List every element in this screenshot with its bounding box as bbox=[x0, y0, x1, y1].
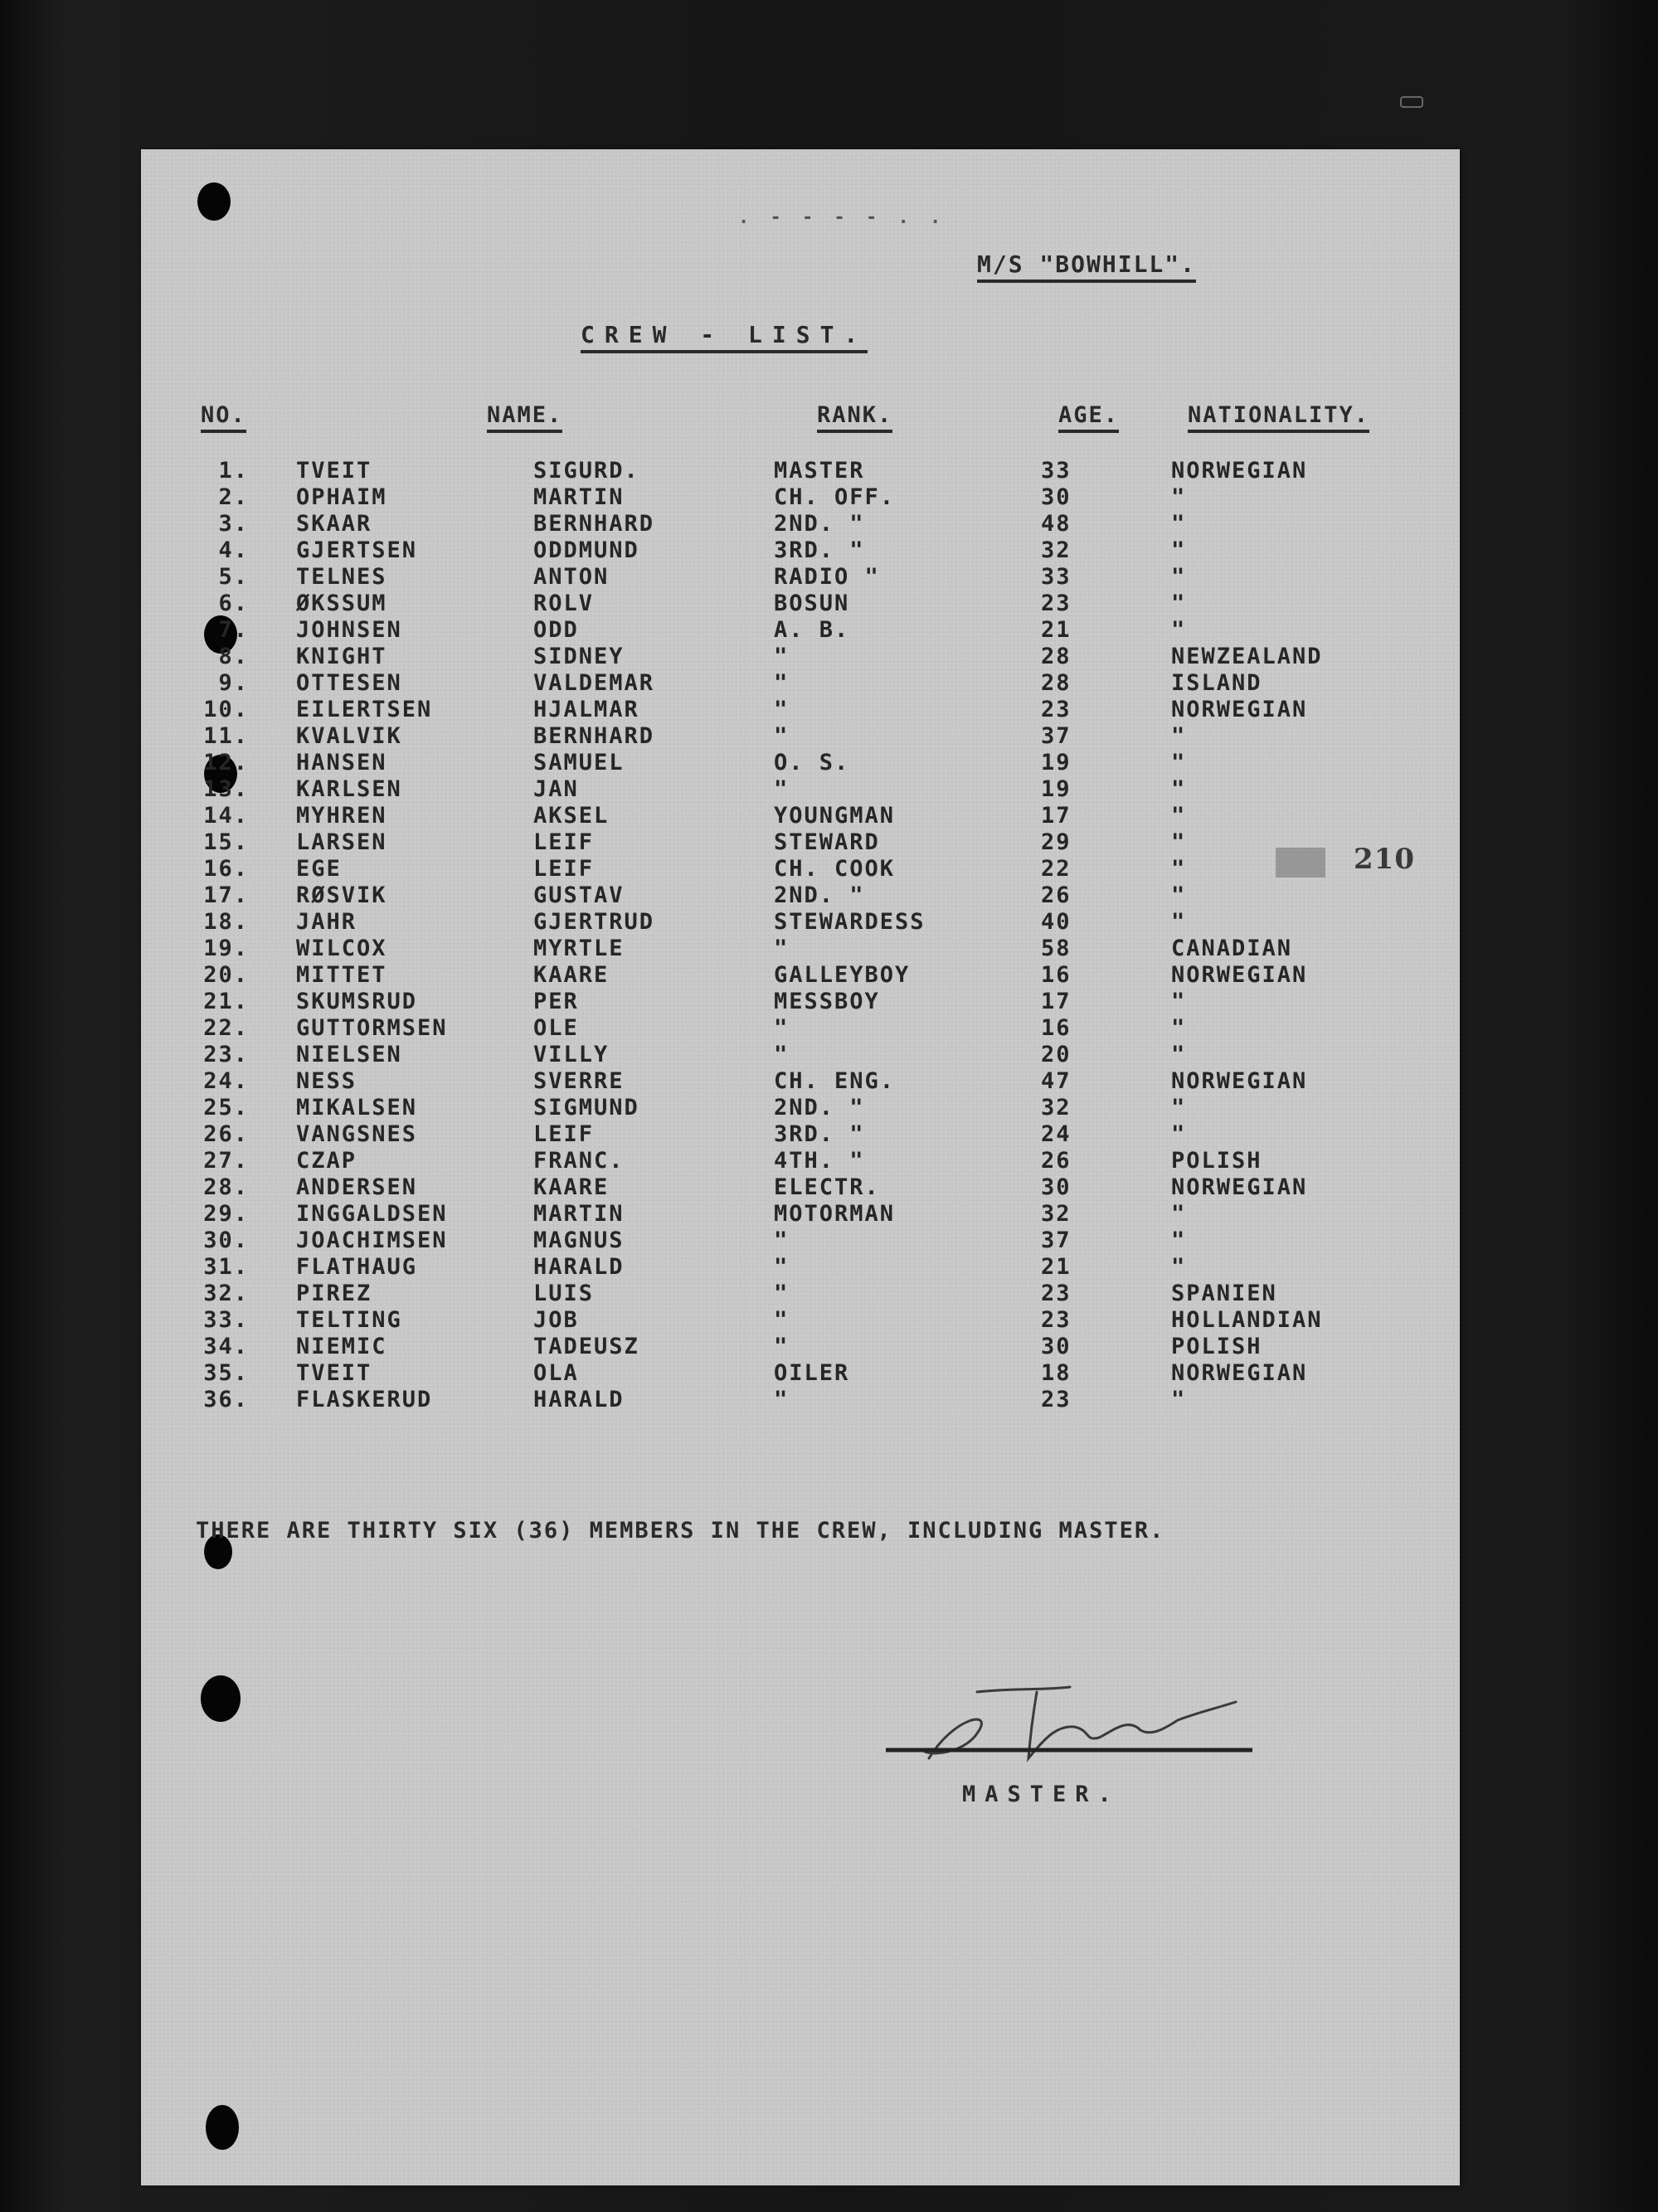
crew-age: 30 bbox=[1041, 1334, 1072, 1359]
crew-nationality: " bbox=[1171, 1201, 1187, 1227]
crew-rank: MESSBOY bbox=[774, 989, 880, 1014]
row-number: 16. bbox=[203, 856, 249, 882]
crew-given-name: SVERRE bbox=[533, 1068, 625, 1094]
crew-nationality: " bbox=[1171, 484, 1187, 510]
crew-given-name: LEIF bbox=[533, 1121, 595, 1147]
crew-surname: NIEMIC bbox=[296, 1334, 387, 1359]
crew-surname: ANDERSEN bbox=[296, 1174, 418, 1200]
crew-surname: KNIGHT bbox=[296, 644, 387, 669]
crew-rank: " bbox=[774, 1015, 790, 1041]
crew-age: 40 bbox=[1041, 909, 1072, 935]
crew-rank: RADIO " bbox=[774, 564, 880, 590]
crew-surname: FLASKERUD bbox=[296, 1387, 433, 1412]
crew-nationality: HOLLANDIAN bbox=[1171, 1307, 1323, 1333]
crew-surname: GJERTSEN bbox=[296, 537, 418, 563]
crew-given-name: VALDEMAR bbox=[533, 670, 655, 696]
crew-surname: EGE bbox=[296, 856, 342, 882]
table-row bbox=[0, 484, 1658, 511]
crew-age: 33 bbox=[1041, 564, 1072, 590]
crew-summary: THERE ARE THIRTY SIX (36) MEMBERS IN THE CREW, INCLUDING MASTER. bbox=[196, 1518, 1165, 1544]
crew-surname: TVEIT bbox=[296, 458, 372, 484]
crew-surname: JAHR bbox=[296, 909, 357, 935]
table-row bbox=[0, 1015, 1658, 1042]
crew-age: 58 bbox=[1041, 936, 1072, 961]
table-row bbox=[0, 776, 1658, 803]
table-row bbox=[0, 670, 1658, 697]
crew-nationality: " bbox=[1171, 723, 1187, 749]
crew-age: 23 bbox=[1041, 591, 1072, 616]
table-row bbox=[0, 1121, 1658, 1148]
crew-nationality: CANADIAN bbox=[1171, 936, 1293, 961]
crew-rank: " bbox=[774, 1281, 790, 1306]
crew-nationality: NORWEGIAN bbox=[1171, 962, 1308, 988]
crew-given-name: AKSEL bbox=[533, 803, 610, 829]
row-number: 12. bbox=[203, 750, 249, 775]
row-number: 8. bbox=[218, 644, 249, 669]
table-row bbox=[0, 564, 1658, 591]
column-header-name: NAME. bbox=[487, 402, 562, 433]
table-row bbox=[0, 1068, 1658, 1095]
row-number: 14. bbox=[203, 803, 249, 829]
crew-age: 30 bbox=[1041, 484, 1072, 510]
crew-age: 16 bbox=[1041, 1015, 1072, 1041]
crew-surname: GUTTORMSEN bbox=[296, 1015, 448, 1041]
crew-rank: " bbox=[774, 1254, 790, 1280]
punch-hole bbox=[197, 182, 231, 221]
row-number: 28. bbox=[203, 1174, 249, 1200]
crew-age: 23 bbox=[1041, 1307, 1072, 1333]
crew-age: 17 bbox=[1041, 989, 1072, 1014]
column-header-rank: RANK. bbox=[817, 402, 892, 433]
crew-nationality: " bbox=[1171, 1095, 1187, 1121]
crew-nationality: " bbox=[1171, 617, 1187, 643]
ship-name: M/S "BOWHILL". bbox=[977, 250, 1196, 283]
crew-rank: " bbox=[774, 697, 790, 722]
crew-age: 18 bbox=[1041, 1360, 1072, 1386]
crew-surname: RØSVIK bbox=[296, 882, 387, 908]
crew-given-name: MARTIN bbox=[533, 1201, 625, 1227]
row-number: 19. bbox=[203, 936, 249, 961]
crew-surname: FLATHAUG bbox=[296, 1254, 418, 1280]
crew-rank: CH. OFF. bbox=[774, 484, 896, 510]
table-row bbox=[0, 697, 1658, 723]
crew-rank: " bbox=[774, 644, 790, 669]
crew-surname: TELTING bbox=[296, 1307, 402, 1333]
table-row bbox=[0, 1148, 1658, 1174]
row-number: 35. bbox=[203, 1360, 249, 1386]
crew-rank: ELECTR. bbox=[774, 1174, 880, 1200]
crew-given-name: KAARE bbox=[533, 962, 610, 988]
crew-age: 30 bbox=[1041, 1174, 1072, 1200]
crew-given-name: MAGNUS bbox=[533, 1228, 625, 1253]
table-row bbox=[0, 511, 1658, 537]
crew-nationality: " bbox=[1171, 1228, 1187, 1253]
crew-age: 23 bbox=[1041, 1281, 1072, 1306]
table-row bbox=[0, 803, 1658, 829]
punch-hole bbox=[201, 1675, 241, 1722]
page-number: 210 bbox=[1354, 843, 1415, 876]
crew-rank: " bbox=[774, 723, 790, 749]
crew-age: 16 bbox=[1041, 962, 1072, 988]
crew-nationality: " bbox=[1171, 856, 1187, 882]
crew-age: 32 bbox=[1041, 1201, 1072, 1227]
crew-surname: WILCOX bbox=[296, 936, 387, 961]
crew-nationality: " bbox=[1171, 829, 1187, 855]
crew-rank: MASTER bbox=[774, 458, 865, 484]
crew-given-name: VILLY bbox=[533, 1042, 610, 1067]
crew-surname: JOACHIMSEN bbox=[296, 1228, 448, 1253]
table-row bbox=[0, 750, 1658, 776]
crew-nationality: " bbox=[1171, 1387, 1187, 1412]
crew-given-name: PER bbox=[533, 989, 579, 1014]
crew-rank: CH. ENG. bbox=[774, 1068, 896, 1094]
crew-age: 20 bbox=[1041, 1042, 1072, 1067]
row-number: 22. bbox=[203, 1015, 249, 1041]
crew-rank: OILER bbox=[774, 1360, 850, 1386]
crew-given-name: MARTIN bbox=[533, 484, 625, 510]
crew-surname: NIELSEN bbox=[296, 1042, 402, 1067]
row-number: 26. bbox=[203, 1121, 249, 1147]
crew-nationality: NORWEGIAN bbox=[1171, 458, 1308, 484]
crew-age: 48 bbox=[1041, 511, 1072, 537]
row-number: 25. bbox=[203, 1095, 249, 1121]
crew-rank: YOUNGMAN bbox=[774, 803, 896, 829]
row-number: 5. bbox=[218, 564, 249, 590]
crew-surname: TELNES bbox=[296, 564, 387, 590]
crew-given-name: SAMUEL bbox=[533, 750, 625, 775]
row-number: 15. bbox=[203, 829, 249, 855]
table-row bbox=[0, 1254, 1658, 1281]
crew-age: 32 bbox=[1041, 1095, 1072, 1121]
row-number: 32. bbox=[203, 1281, 249, 1306]
row-number: 3. bbox=[218, 511, 249, 537]
crew-surname: CZAP bbox=[296, 1148, 357, 1174]
crew-age: 21 bbox=[1041, 1254, 1072, 1280]
crew-nationality: " bbox=[1171, 591, 1187, 616]
table-row bbox=[0, 936, 1658, 962]
row-number: 17. bbox=[203, 882, 249, 908]
crew-rank: 2ND. " bbox=[774, 1095, 865, 1121]
table-row bbox=[0, 537, 1658, 564]
table-row bbox=[0, 1201, 1658, 1228]
crew-given-name: BERNHARD bbox=[533, 723, 655, 749]
crew-given-name: FRANC. bbox=[533, 1148, 625, 1174]
table-row bbox=[0, 591, 1658, 617]
crew-age: 29 bbox=[1041, 829, 1072, 855]
crew-surname: JOHNSEN bbox=[296, 617, 402, 643]
crew-given-name: ODD bbox=[533, 617, 579, 643]
crew-rank: 3RD. " bbox=[774, 537, 865, 563]
crew-given-name: GUSTAV bbox=[533, 882, 625, 908]
table-row bbox=[0, 1228, 1658, 1254]
crew-nationality: " bbox=[1171, 803, 1187, 829]
crew-surname: MYHREN bbox=[296, 803, 387, 829]
row-number: 7. bbox=[218, 617, 249, 643]
row-number: 18. bbox=[203, 909, 249, 935]
crew-rank: " bbox=[774, 1334, 790, 1359]
table-row bbox=[0, 989, 1658, 1015]
crew-surname: NESS bbox=[296, 1068, 357, 1094]
row-number: 27. bbox=[203, 1148, 249, 1174]
crew-age: 19 bbox=[1041, 776, 1072, 802]
crew-surname: EILERTSEN bbox=[296, 697, 433, 722]
row-number: 11. bbox=[203, 723, 249, 749]
crew-age: 47 bbox=[1041, 1068, 1072, 1094]
corner-mark bbox=[1400, 96, 1423, 108]
table-row bbox=[0, 1095, 1658, 1121]
table-row bbox=[0, 962, 1658, 989]
crew-rank: " bbox=[774, 1387, 790, 1412]
table-row bbox=[0, 1307, 1658, 1334]
crew-given-name: SIGURD. bbox=[533, 458, 639, 484]
crew-nationality: ISLAND bbox=[1171, 670, 1262, 696]
crew-age: 17 bbox=[1041, 803, 1072, 829]
crew-given-name: GJERTRUD bbox=[533, 909, 655, 935]
table-row bbox=[0, 909, 1658, 936]
row-number: 29. bbox=[203, 1201, 249, 1227]
crew-rank: CH. COOK bbox=[774, 856, 896, 882]
crew-surname: SKUMSRUD bbox=[296, 989, 418, 1014]
crew-surname: VANGSNES bbox=[296, 1121, 418, 1147]
crew-rank: BOSUN bbox=[774, 591, 850, 616]
crew-nationality: NEWZEALAND bbox=[1171, 644, 1323, 669]
document-title: CREW - LIST. bbox=[581, 321, 868, 353]
crew-age: 26 bbox=[1041, 882, 1072, 908]
row-number: 10. bbox=[203, 697, 249, 722]
table-row bbox=[0, 617, 1658, 644]
crew-surname: OTTESEN bbox=[296, 670, 402, 696]
crew-age: 28 bbox=[1041, 670, 1072, 696]
crew-surname: INGGALDSEN bbox=[296, 1201, 448, 1227]
column-header-nationality: NATIONALITY. bbox=[1188, 402, 1369, 433]
crew-age: 23 bbox=[1041, 1387, 1072, 1412]
crew-age: 26 bbox=[1041, 1148, 1072, 1174]
crew-given-name: BERNHARD bbox=[533, 511, 655, 537]
crew-rank: STEWARDESS bbox=[774, 909, 926, 935]
crew-age: 37 bbox=[1041, 1228, 1072, 1253]
crew-given-name: ROLV bbox=[533, 591, 595, 616]
crew-nationality: " bbox=[1171, 882, 1187, 908]
crew-nationality: " bbox=[1171, 564, 1187, 590]
crew-rank: " bbox=[774, 776, 790, 802]
crew-given-name: HARALD bbox=[533, 1254, 625, 1280]
crew-nationality: " bbox=[1171, 989, 1187, 1014]
crew-given-name: TADEUSZ bbox=[533, 1334, 639, 1359]
crew-nationality: " bbox=[1171, 1042, 1187, 1067]
row-number: 21. bbox=[203, 989, 249, 1014]
crew-given-name: KAARE bbox=[533, 1174, 610, 1200]
crew-rank: STEWARD bbox=[774, 829, 880, 855]
row-number: 1. bbox=[218, 458, 249, 484]
crew-nationality: " bbox=[1171, 909, 1187, 935]
crew-rank: 2ND. " bbox=[774, 511, 865, 537]
row-number: 33. bbox=[203, 1307, 249, 1333]
crew-given-name: ANTON bbox=[533, 564, 610, 590]
stamp-mark bbox=[1276, 848, 1325, 878]
row-number: 2. bbox=[218, 484, 249, 510]
crew-nationality: " bbox=[1171, 776, 1187, 802]
crew-rank: " bbox=[774, 1228, 790, 1253]
crew-surname: MIKALSEN bbox=[296, 1095, 418, 1121]
crew-rank: " bbox=[774, 1042, 790, 1067]
crew-age: 32 bbox=[1041, 537, 1072, 563]
crew-given-name: SIDNEY bbox=[533, 644, 625, 669]
crew-surname: ØKSSUM bbox=[296, 591, 387, 616]
row-number: 31. bbox=[203, 1254, 249, 1280]
crew-surname: LARSEN bbox=[296, 829, 387, 855]
crew-given-name: LEIF bbox=[533, 856, 595, 882]
crew-given-name: LEIF bbox=[533, 829, 595, 855]
crew-nationality: POLISH bbox=[1171, 1148, 1262, 1174]
crew-age: 21 bbox=[1041, 617, 1072, 643]
crew-rank: " bbox=[774, 670, 790, 696]
crew-surname: TVEIT bbox=[296, 1360, 372, 1386]
crew-rank: 2ND. " bbox=[774, 882, 865, 908]
table-row bbox=[0, 1387, 1658, 1413]
crew-given-name: HARALD bbox=[533, 1387, 625, 1412]
crew-nationality: " bbox=[1171, 750, 1187, 775]
crew-nationality: NORWEGIAN bbox=[1171, 1068, 1308, 1094]
crew-given-name: JOB bbox=[533, 1307, 579, 1333]
crew-nationality: NORWEGIAN bbox=[1171, 697, 1308, 722]
row-number: 9. bbox=[218, 670, 249, 696]
crew-given-name: ODDMUND bbox=[533, 537, 639, 563]
crew-nationality: SPANIEN bbox=[1171, 1281, 1277, 1306]
crew-age: 19 bbox=[1041, 750, 1072, 775]
row-number: 20. bbox=[203, 962, 249, 988]
row-number: 23. bbox=[203, 1042, 249, 1067]
crew-given-name: JAN bbox=[533, 776, 579, 802]
crew-age: 23 bbox=[1041, 697, 1072, 722]
master-signature bbox=[879, 1659, 1261, 1783]
table-row bbox=[0, 1360, 1658, 1387]
crew-rank: A. B. bbox=[774, 617, 850, 643]
crew-rank: 4TH. " bbox=[774, 1148, 865, 1174]
signature-label: MASTER. bbox=[962, 1782, 1121, 1807]
crew-rank: " bbox=[774, 1307, 790, 1333]
row-number: 36. bbox=[203, 1387, 249, 1412]
crew-surname: MITTET bbox=[296, 962, 387, 988]
crew-age: 22 bbox=[1041, 856, 1072, 882]
table-row bbox=[0, 723, 1658, 750]
crew-surname: HANSEN bbox=[296, 750, 387, 775]
row-number: 30. bbox=[203, 1228, 249, 1253]
row-number: 34. bbox=[203, 1334, 249, 1359]
crew-rank: GALLEYBOY bbox=[774, 962, 911, 988]
crew-age: 37 bbox=[1041, 723, 1072, 749]
table-row bbox=[0, 458, 1658, 484]
table-row bbox=[0, 1042, 1658, 1068]
crew-surname: PIREZ bbox=[296, 1281, 372, 1306]
crew-given-name: LUIS bbox=[533, 1281, 595, 1306]
table-row bbox=[0, 1334, 1658, 1360]
crew-rank: MOTORMAN bbox=[774, 1201, 896, 1227]
table-row bbox=[0, 644, 1658, 670]
crew-given-name: SIGMUND bbox=[533, 1095, 639, 1121]
table-row bbox=[0, 1281, 1658, 1307]
table-row bbox=[0, 882, 1658, 909]
crew-given-name: MYRTLE bbox=[533, 936, 625, 961]
crew-surname: KARLSEN bbox=[296, 776, 402, 802]
crew-given-name: OLE bbox=[533, 1015, 579, 1041]
crew-rank: O. S. bbox=[774, 750, 850, 775]
row-number: 13. bbox=[203, 776, 249, 802]
crew-nationality: " bbox=[1171, 1254, 1187, 1280]
crew-nationality: " bbox=[1171, 537, 1187, 563]
row-number: 24. bbox=[203, 1068, 249, 1094]
table-row bbox=[0, 1174, 1658, 1201]
crew-nationality: NORWEGIAN bbox=[1171, 1174, 1308, 1200]
crew-surname: OPHAIM bbox=[296, 484, 387, 510]
column-header-age: AGE. bbox=[1058, 402, 1119, 433]
crew-nationality: " bbox=[1171, 1015, 1187, 1041]
crew-nationality: POLISH bbox=[1171, 1334, 1262, 1359]
crew-age: 24 bbox=[1041, 1121, 1072, 1147]
crew-surname: SKAAR bbox=[296, 511, 372, 537]
crew-given-name: OLA bbox=[533, 1360, 579, 1386]
stray-marks: . - - - - . . bbox=[738, 207, 946, 228]
crew-surname: KVALVIK bbox=[296, 723, 402, 749]
column-header-no: NO. bbox=[201, 402, 246, 433]
row-number: 6. bbox=[218, 591, 249, 616]
crew-nationality: " bbox=[1171, 1121, 1187, 1147]
crew-nationality: " bbox=[1171, 511, 1187, 537]
row-number: 4. bbox=[218, 537, 249, 563]
crew-nationality: NORWEGIAN bbox=[1171, 1360, 1308, 1386]
crew-age: 28 bbox=[1041, 644, 1072, 669]
crew-age: 33 bbox=[1041, 458, 1072, 484]
crew-rank: " bbox=[774, 936, 790, 961]
crew-rank: 3RD. " bbox=[774, 1121, 865, 1147]
crew-given-name: HJALMAR bbox=[533, 697, 639, 722]
punch-hole bbox=[206, 2105, 239, 2150]
